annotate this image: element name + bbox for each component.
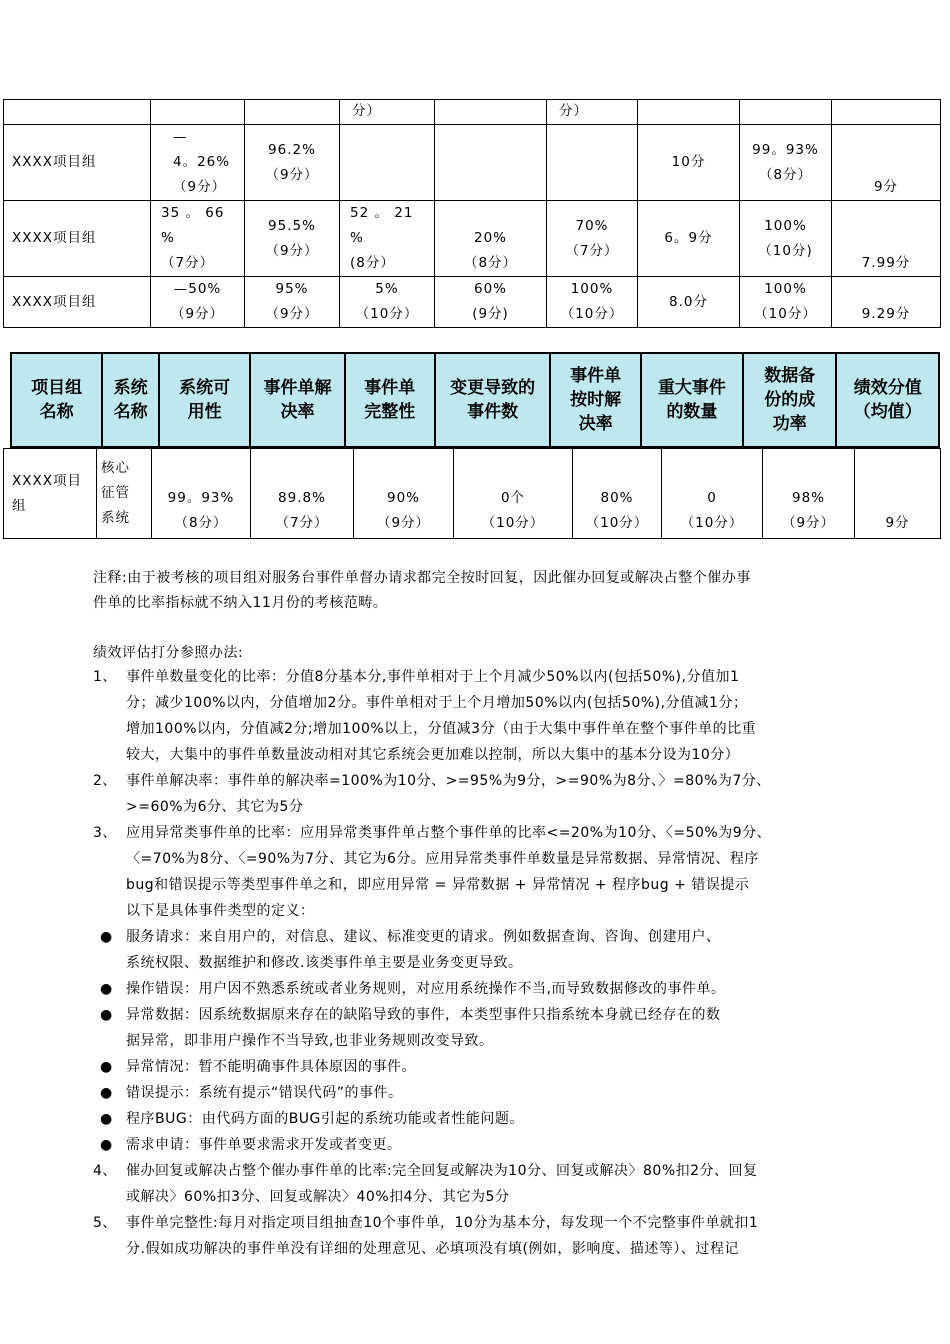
table-cell — [245, 100, 340, 125]
list-line: 分.假如成功解决的事件单没有详细的处理意见、必填项没有填(例如，影响度、描述等）、过程记 — [126, 1241, 739, 1257]
column-header — [250, 353, 344, 447]
column-header — [435, 353, 551, 447]
table-cell — [152, 449, 251, 539]
cell-line: 89.8% — [278, 490, 326, 506]
header-line: 完整性 — [364, 402, 416, 422]
cell-line: （9分） — [781, 515, 836, 531]
cell-line: % — [161, 230, 175, 246]
cell-line: XXXX项目 — [12, 473, 82, 489]
table-row — [4, 449, 941, 539]
bullet-item — [90, 1002, 883, 1054]
cell-line: 96.2% — [268, 141, 316, 158]
cell-line: 100% — [764, 217, 807, 234]
cell-line: （10分） — [585, 515, 649, 531]
header-line: 份的成 — [764, 390, 816, 410]
table-cell — [832, 100, 941, 125]
header-line: 重大事件 — [657, 378, 726, 398]
table-cell — [740, 125, 832, 201]
cell-line: 100% — [764, 281, 807, 297]
header-line: 名称 — [39, 402, 74, 422]
cell-line: （10分） — [680, 515, 744, 531]
cell-line: 系统 — [101, 510, 130, 526]
cell-line: 90% — [386, 490, 420, 506]
cell-line: 95.5% — [268, 217, 316, 234]
bullet-icon: ● — [100, 1085, 113, 1101]
table-cell — [4, 449, 97, 539]
note-paragraph — [93, 566, 883, 616]
bullet-line: 程序BUG：由代码方面的BUG引起的系统功能或者性能问题。 — [126, 1111, 524, 1127]
header-row — [11, 353, 939, 447]
bullet-icon: ● — [100, 1059, 113, 1075]
table-row — [4, 125, 941, 201]
cell-line: 核心 — [101, 460, 130, 476]
cell-line: 分） — [352, 103, 381, 119]
score-table-continued — [3, 99, 941, 328]
cell-line: XXXX项目组 — [12, 230, 97, 246]
cell-line: 8.0分 — [669, 293, 708, 310]
cell-line: （9分） — [265, 306, 319, 322]
table-row — [4, 201, 941, 277]
cell-line: — — [173, 129, 188, 145]
header-line: 变更导致的 — [450, 378, 536, 398]
note-line-2: 件单的比率指标就不纳入11月份的考核范畴。 — [93, 595, 388, 611]
column-header — [102, 353, 159, 447]
header-line: 按时解 — [570, 390, 622, 410]
table-row — [4, 277, 941, 328]
cell-line: 9.29分 — [861, 306, 911, 322]
bullet-line: 系统权限、数据维护和修改.该类事件单主要是业务变更导致。 — [126, 955, 523, 971]
cell-line: （10分） — [355, 306, 419, 322]
score-table-header — [10, 352, 940, 448]
header-line: 名称 — [113, 402, 148, 422]
list-line: 应用异常类事件单的比率：应用异常类事件单占整个事件单的比率<=20%为10分、〈=50%为9分、 — [126, 825, 772, 841]
list-number: 2、 — [93, 773, 117, 789]
table-cell — [245, 201, 340, 277]
table-cell — [340, 125, 435, 201]
cell-line: 80% — [600, 490, 634, 506]
cell-line: 征管 — [101, 485, 130, 501]
cell-line: 100% — [570, 281, 614, 297]
table-cell — [151, 100, 245, 125]
cell-line: （10分） — [754, 306, 817, 322]
list-line: 或解决〉60%扣3分、回复或解决〉40%扣4分、其它为5分 — [126, 1189, 510, 1205]
list-line: 事件单解决率：事件单的解决率=100%为10分、>=95%为9分，>=90%为8分、〉=80%为7分、 — [126, 773, 771, 789]
table-cell — [832, 201, 941, 277]
header-line: 事件单解 — [263, 378, 332, 398]
table-cell — [547, 100, 638, 125]
table-cell — [547, 125, 638, 201]
table-cell — [638, 201, 740, 277]
table-cell — [4, 201, 151, 277]
table-cell — [832, 125, 941, 201]
cell-line: 60% — [473, 281, 507, 297]
cell-line: 分） — [559, 103, 588, 119]
cell-line: （8分） — [174, 515, 228, 531]
cell-line: 98% — [791, 490, 825, 506]
cell-line: 0 — [707, 490, 717, 506]
table-cell — [638, 100, 740, 125]
table-cell — [4, 125, 151, 201]
header-line: 事件数 — [467, 402, 519, 422]
cell-line: （10分） — [560, 306, 624, 322]
cell-line: % — [350, 230, 364, 246]
cell-line: (8分） — [350, 255, 395, 271]
cell-line: （9分） — [265, 166, 319, 183]
table-cell — [454, 449, 573, 539]
cell-line: —50% — [173, 281, 222, 297]
cell-line: （9分） — [376, 515, 431, 531]
cell-line: 99。93% — [167, 490, 235, 506]
table-row — [4, 100, 941, 125]
header-line: 系统 — [113, 378, 148, 398]
cell-line: 4。26% — [173, 154, 231, 170]
list-line: 增加100%以内，分值减2分;增加100%以上，分值减3分（由于大集中事件单在整个事件单的比重 — [126, 721, 757, 737]
table-cell — [547, 201, 638, 277]
cell-line: 95% — [275, 281, 309, 297]
list-item — [93, 664, 883, 768]
table-cell — [832, 277, 941, 328]
bullet-item — [90, 1080, 883, 1106]
table-cell — [245, 125, 340, 201]
list-line: 分；减少100%以内，分值增加2分。事件单相对于上个月增加50%以内(包括50%),分值减1分； — [126, 695, 748, 711]
list-line: 以下是具体事件类型的定义： — [126, 903, 315, 919]
bullet-line: 异常数据：因系统数据原来存在的缺陷导致的事件，本类型事件只指系统本身就已经存在的数 — [126, 1007, 721, 1023]
table-cell — [763, 449, 855, 539]
cell-line: 10分 — [671, 154, 706, 170]
header-line: 绩效分值 — [853, 378, 922, 398]
bullet-icon: ● — [100, 929, 113, 945]
header-line: 事件单 — [364, 378, 416, 398]
table-cell — [4, 100, 151, 125]
table-cell — [340, 201, 435, 277]
cell-line: （8分） — [463, 255, 518, 271]
cell-line: （9分） — [170, 306, 225, 322]
list-number: 5、 — [93, 1215, 117, 1231]
table-cell — [151, 201, 245, 277]
cell-line: 35 。 66 — [161, 205, 225, 221]
header-line: 功率 — [772, 414, 807, 434]
cell-line: 6。9分 — [664, 230, 713, 246]
note-line-1: 注释:由于被考核的项目组对服务台事件单督办请求都完全按时回复，因此催办回复或解决占整个催办事 — [93, 570, 751, 586]
table-cell — [435, 100, 547, 125]
bullet-item — [90, 924, 883, 976]
cell-line: 7.99分 — [861, 255, 911, 271]
cell-line: （7分） — [565, 242, 619, 259]
header-line: 的数量 — [666, 402, 718, 422]
bullet-line: 错误提示：系统有提示“错误代码”的事件。 — [126, 1085, 403, 1101]
cell-line: 9分 — [873, 179, 899, 195]
list-line: bug和错误提示等类型事件单之和，即应用异常 = 异常数据 + 异常情况 + 程序bug + 错误提示 — [126, 877, 750, 893]
table-cell — [547, 277, 638, 328]
cell-line: （10分） — [481, 515, 545, 531]
list-number: 1、 — [93, 669, 117, 685]
column-header — [836, 353, 939, 447]
table-cell — [573, 449, 662, 539]
cell-line: 9分 — [885, 515, 910, 531]
cell-line: 5% — [375, 281, 399, 297]
column-header — [159, 353, 250, 447]
cell-line: 70% — [575, 217, 609, 234]
table-cell — [638, 277, 740, 328]
cell-line: （7分） — [161, 255, 215, 271]
cell-line: （8分） — [758, 166, 813, 183]
table-cell — [340, 277, 435, 328]
score-table-core-system — [3, 448, 941, 539]
cell-line: (9分) — [472, 306, 509, 322]
list-line: 较大，大集中的事件单数量波动相对其它系统会更加难以控制，所以大集中的基本分设为10分） — [126, 747, 740, 763]
column-header — [11, 353, 102, 447]
table-cell — [151, 277, 245, 328]
method-title: 绩效评估打分参照办法: — [93, 645, 244, 661]
list-number: 4、 — [93, 1163, 117, 1179]
bullet-icon: ● — [100, 1111, 113, 1127]
header-line: 系统可 — [179, 378, 231, 398]
column-header — [550, 353, 640, 447]
table-cell — [4, 277, 151, 328]
table-cell — [151, 125, 245, 201]
list-item — [93, 820, 883, 924]
list-item — [93, 768, 883, 820]
list-number: 3、 — [93, 825, 117, 841]
cell-line: 52 。 21 — [350, 205, 414, 221]
list-line: 催办回复或解决占整个催办事件单的比率:完全回复或解决为10分、回复或解决〉80%扣2分、回复 — [126, 1163, 758, 1179]
cell-line: （9分） — [173, 179, 227, 195]
table-cell — [354, 449, 454, 539]
table-cell — [97, 449, 152, 539]
column-header — [641, 353, 743, 447]
cell-line: XXXX项目组 — [12, 154, 97, 170]
cell-line: 组 — [12, 498, 27, 514]
bullet-line: 操作错误：用户因不熟悉系统或者业务规则，对应用系统操作不当,而导致数据修改的事件单。 — [126, 981, 726, 997]
table-cell — [740, 201, 832, 277]
header-line: 数据备 — [764, 366, 816, 386]
list-line: 事件单完整性:每月对指定项目组抽查10个事件单，10分为基本分，每发现一个不完整事件单就扣1 — [126, 1215, 759, 1231]
table-cell — [245, 277, 340, 328]
header-line: 项目组 — [31, 378, 83, 398]
list-line: >=60%为6分、其它为5分 — [126, 799, 304, 815]
cell-line: （10分) — [758, 242, 813, 259]
list-item — [93, 1158, 883, 1210]
column-header — [743, 353, 836, 447]
table-cell — [855, 449, 941, 539]
bullet-line: 需求申请：事件单要求需求开发或者变更。 — [126, 1137, 402, 1153]
cell-line: （9分） — [265, 242, 319, 259]
list-line: 〈=70%为8分、〈=90%为7分、其它为6分。应用异常类事件单数量是异常数据、异常情况、程序 — [126, 851, 759, 867]
bullet-line: 异常情况：暂不能明确事件具体原因的事件。 — [126, 1059, 416, 1075]
table-cell — [638, 125, 740, 201]
bullet-icon: ● — [100, 1137, 113, 1153]
table-cell — [740, 277, 832, 328]
cell-line: 20% — [473, 230, 507, 246]
cell-line: 99。93% — [752, 141, 819, 158]
bullet-item — [90, 1106, 883, 1132]
cell-line: XXXX项目组 — [12, 293, 97, 310]
cell-line: 0个 — [500, 490, 526, 506]
header-line: 用性 — [187, 402, 222, 422]
table-cell — [435, 277, 547, 328]
table-cell — [740, 100, 832, 125]
bullet-item — [90, 1132, 883, 1158]
list-item — [93, 1210, 883, 1262]
table-cell — [662, 449, 763, 539]
bullet-icon: ● — [100, 981, 113, 997]
header-line: 事件单 — [570, 366, 622, 386]
bullet-line: 服务请求：来自用户的，对信息、建议、标准变更的请求。例如数据查询、咨询、创建用户、 — [126, 929, 721, 945]
cell-line: （7分） — [275, 515, 329, 531]
header-line: 决率 — [578, 414, 613, 434]
table-cell — [435, 201, 547, 277]
table-cell — [340, 100, 435, 125]
bullet-item — [90, 976, 883, 1002]
scoring-method-list — [93, 664, 883, 1262]
bullet-item — [90, 1054, 883, 1080]
bullet-line: 据异常，即非用户操作不当导致,也非业务规则改变导致。 — [126, 1033, 494, 1049]
list-line: 事件单数量变化的比率：分值8分基本分,事件单相对于上个月减少50%以内(包括50%),分值加1 — [126, 669, 740, 685]
table-cell — [435, 125, 547, 201]
table-cell — [251, 449, 354, 539]
bullet-icon: ● — [100, 1007, 113, 1023]
column-header — [345, 353, 435, 447]
header-line: 决率 — [280, 402, 315, 422]
header-line: （均值） — [853, 402, 922, 422]
